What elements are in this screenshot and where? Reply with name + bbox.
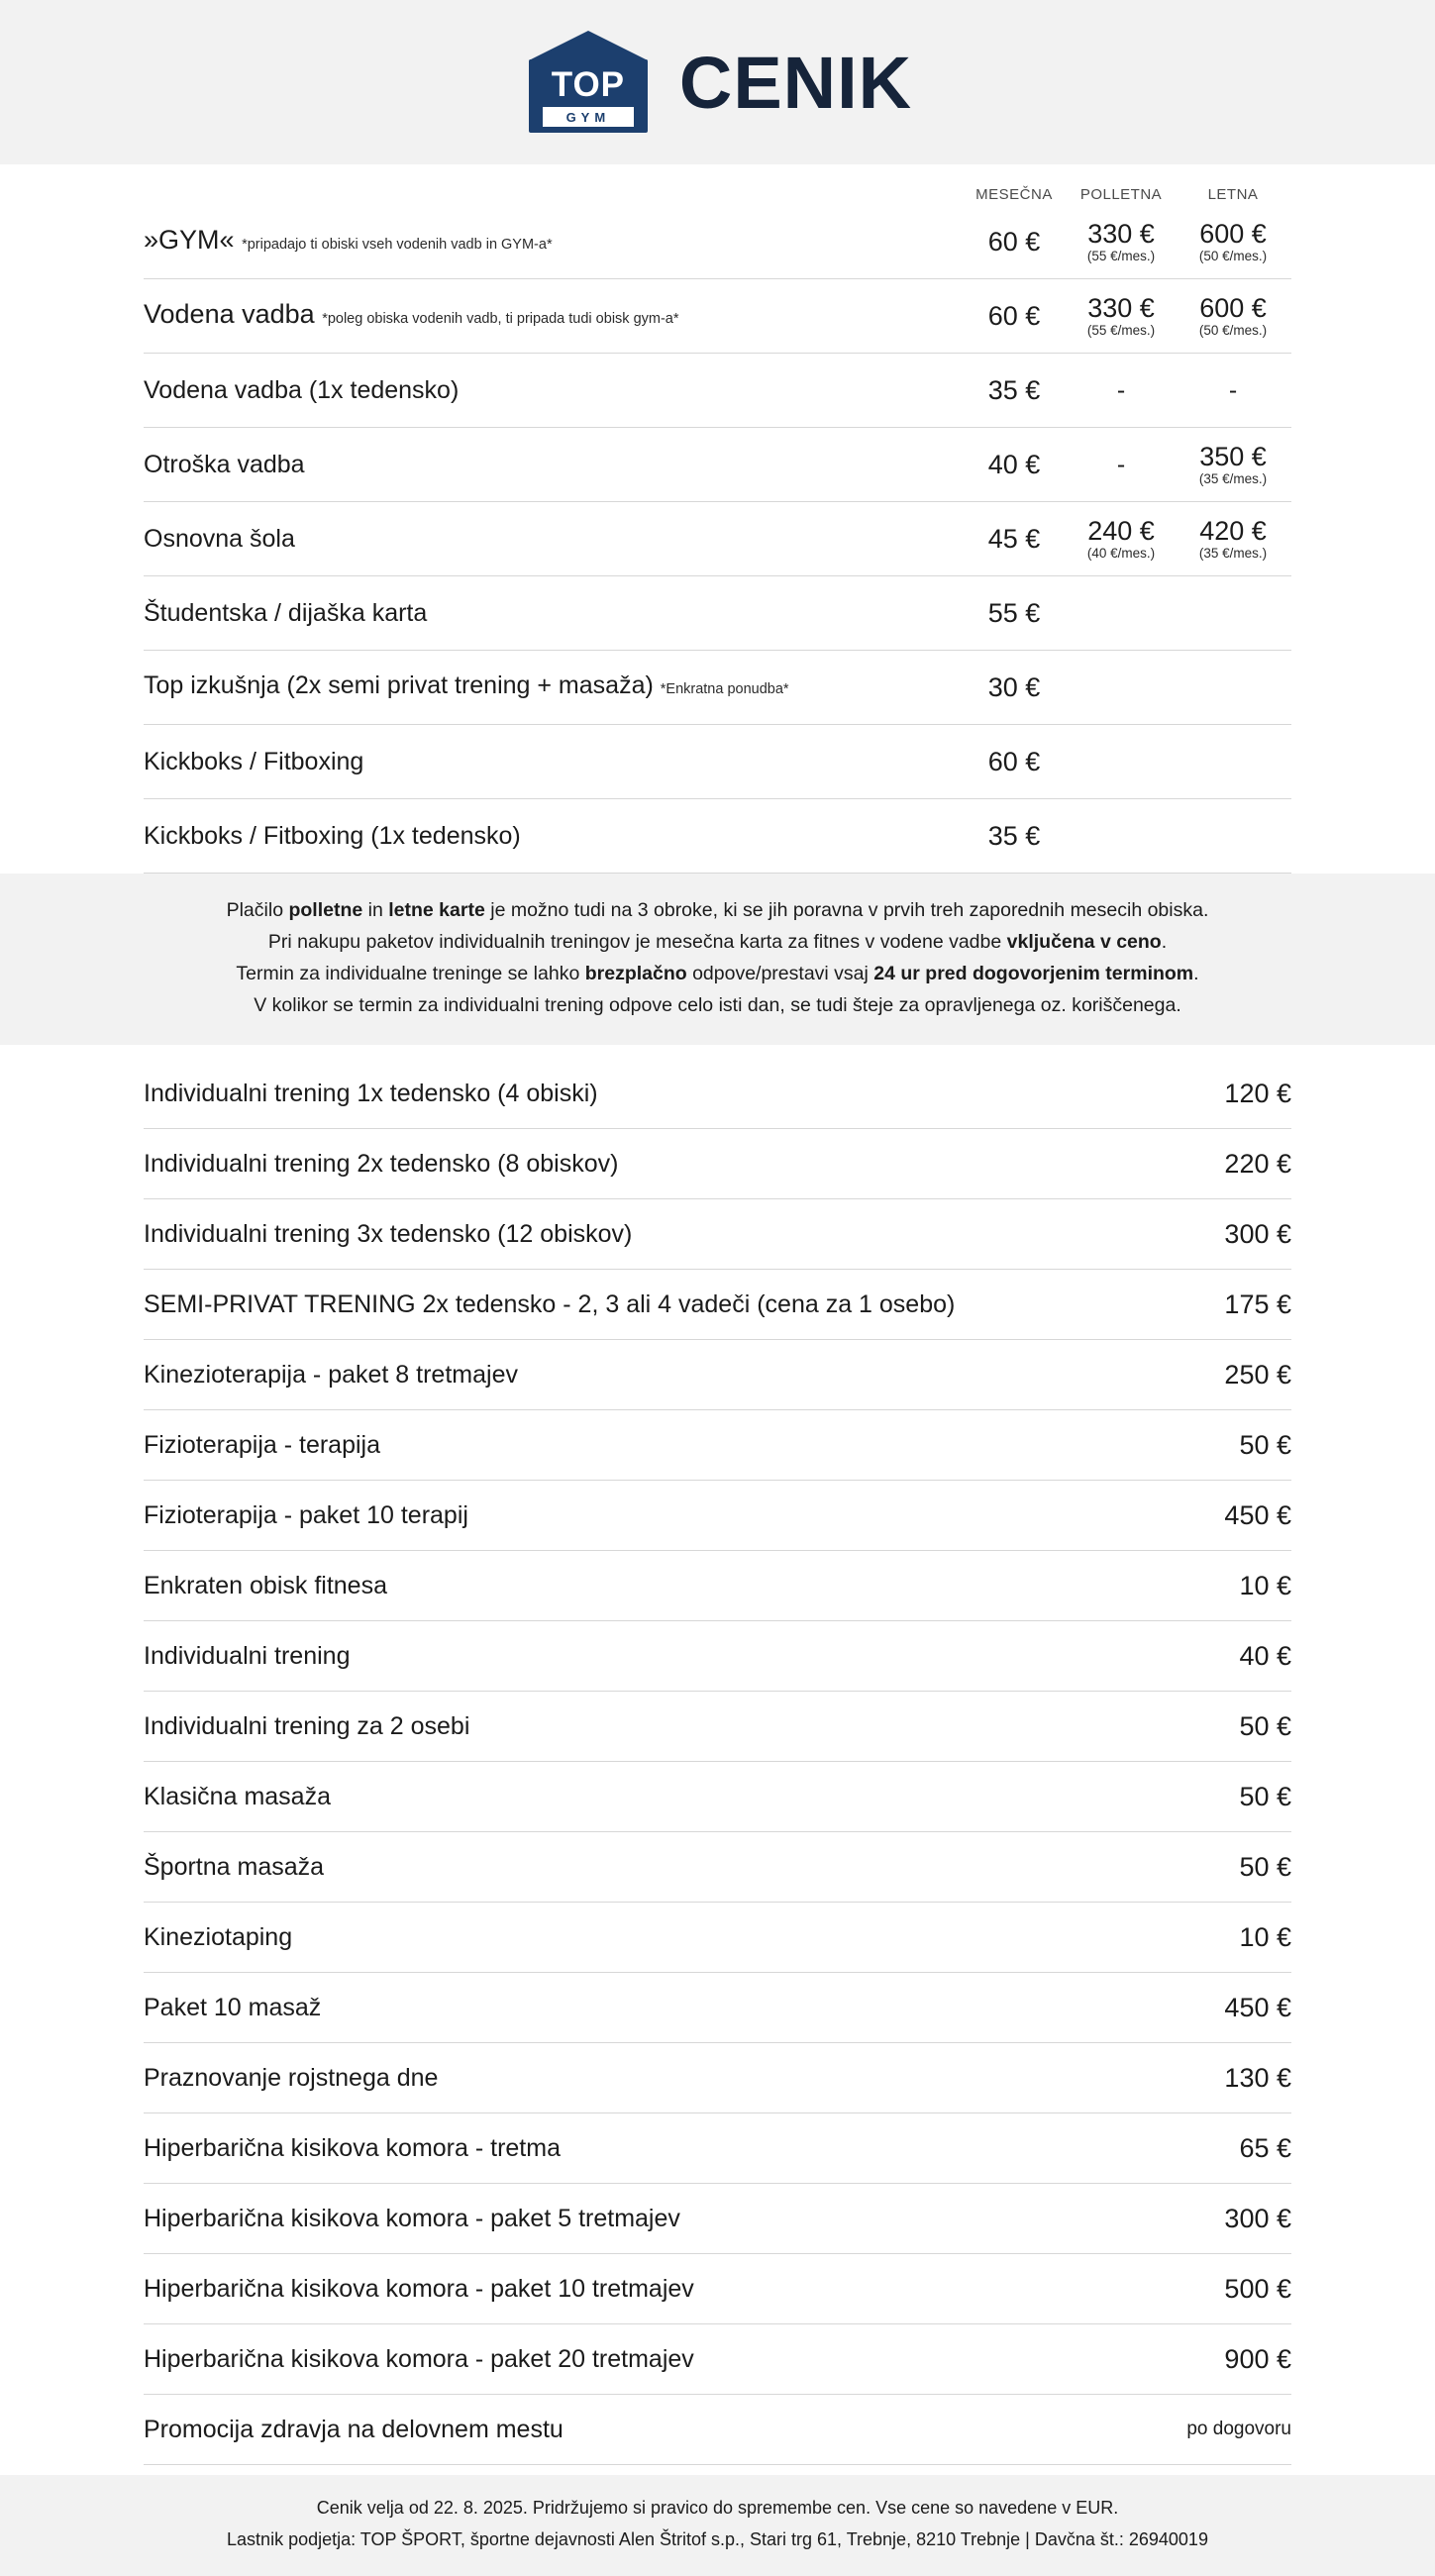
list-item xyxy=(144,1903,1291,1973)
price-monthly: 35 € xyxy=(987,820,1041,851)
list-item xyxy=(144,1481,1291,1551)
row-title: Osnovna šola xyxy=(144,525,295,553)
top-gym-logo xyxy=(523,29,654,136)
row-title: Vodena vadba (1x tedensko) xyxy=(144,376,460,404)
list-item xyxy=(144,2324,1291,2395)
service-name: Hiperbarična kisikova komora - paket 5 tretmajev xyxy=(144,2205,680,2232)
row-title: Kickboks / Fitboxing (1x tedensko) xyxy=(144,822,521,850)
list-item xyxy=(144,2395,1291,2465)
list-item xyxy=(144,2043,1291,2113)
row-label xyxy=(144,225,961,259)
row-note: *poleg obiska vodenih vadb, ti pripada tudi obisk gym-a* xyxy=(322,310,679,327)
list-item xyxy=(144,1059,1291,1129)
row-note: *Enkratna ponudba* xyxy=(660,681,789,697)
service-name: Individualni trening 2x tedensko (8 obiskov) xyxy=(144,1150,619,1178)
price-monthly: 60 € xyxy=(987,746,1041,776)
service-price: 10 € xyxy=(1239,1570,1291,1600)
note-line-3: Termin za individualne treninge se lahko brezplačno odpove/prestavi vsaj 24 ur pred dogovorjenim terminom. xyxy=(236,963,1199,984)
service-price: 120 € xyxy=(1224,1078,1291,1108)
payment-notes xyxy=(0,874,1435,1045)
list-item xyxy=(144,1762,1291,1832)
service-name: Enkraten obisk fitnesa xyxy=(144,1572,387,1599)
service-name: Kinezioterapija - paket 8 tretmajev xyxy=(144,1361,518,1389)
service-price: 220 € xyxy=(1224,1148,1291,1179)
price-monthly: 45 € xyxy=(987,523,1041,554)
service-name: Fizioterapija - terapija xyxy=(144,1431,380,1459)
row-label xyxy=(144,821,961,851)
service-price: 50 € xyxy=(1239,1429,1291,1460)
table-row xyxy=(144,428,1291,502)
service-name: Klasična masaža xyxy=(144,1783,331,1810)
column-header-year: LETNA xyxy=(1207,186,1259,203)
price-year: - xyxy=(1228,375,1238,404)
table-row xyxy=(144,651,1291,725)
service-price: 10 € xyxy=(1239,1921,1291,1952)
service-name: Individualni trening 3x tedensko (12 obiskov) xyxy=(144,1220,633,1248)
row-label xyxy=(144,747,961,776)
service-name: Hiperbarična kisikova komora - tretma xyxy=(144,2134,561,2162)
row-title: Vodena vadba xyxy=(144,298,315,329)
table-row xyxy=(144,279,1291,354)
service-name: Individualni trening xyxy=(144,1642,351,1670)
row-title: Top izkušnja (2x semi privat trening + masaža) xyxy=(144,671,654,699)
service-name: Kineziotaping xyxy=(144,1923,293,1951)
service-price: 300 € xyxy=(1224,2203,1291,2233)
service-price: 900 € xyxy=(1224,2343,1291,2374)
service-price: 450 € xyxy=(1224,1499,1291,1530)
service-price: po dogovoru xyxy=(1186,2419,1291,2439)
table-row xyxy=(144,354,1291,428)
table-row xyxy=(144,799,1291,874)
price-monthly: 60 € xyxy=(987,226,1041,257)
price-halfyear: 330 € (55 €/mes.) xyxy=(1086,292,1156,339)
list-item xyxy=(144,2113,1291,2184)
service-name: Športna masaža xyxy=(144,1853,325,1881)
list-item xyxy=(144,1199,1291,1270)
price-year: 420 € (35 €/mes.) xyxy=(1198,515,1268,562)
service-name: Hiperbarična kisikova komora - paket 20 tretmajev xyxy=(144,2345,694,2373)
row-label xyxy=(144,598,961,628)
service-price: 40 € xyxy=(1239,1640,1291,1671)
price-year: 600 € (50 €/mes.) xyxy=(1198,218,1268,264)
price-monthly: 60 € xyxy=(987,300,1041,331)
column-header-halfyear: POLLETNA xyxy=(1079,186,1163,203)
row-note: *pripadajo ti obiski vseh vodenih vadb in GYM-a* xyxy=(242,236,553,253)
service-price: 175 € xyxy=(1224,1288,1291,1319)
row-label xyxy=(144,299,961,334)
price-monthly: 35 € xyxy=(987,374,1041,405)
list-item xyxy=(144,1551,1291,1621)
memberships-column-headers xyxy=(144,164,1291,205)
service-name: Paket 10 masaž xyxy=(144,1994,322,2021)
row-label xyxy=(144,450,961,479)
list-item xyxy=(144,1832,1291,1903)
row-label xyxy=(144,524,961,554)
page-footer xyxy=(0,2475,1435,2576)
note-line-4: V kolikor se termin za individualni trening odpove celo isti dan, se tudi šteje za opravljenega oz. koriščenega. xyxy=(254,994,1181,1016)
table-row xyxy=(144,205,1291,279)
price-halfyear: 240 € (40 €/mes.) xyxy=(1086,515,1156,562)
footer-company-info: Lastnik podjetja: TOP ŠPORT, športne dejavnosti Alen Štritof s.p., Stari trg 61, Trebnje, 8210 Trebnje | Davčna št.: 26940019 xyxy=(227,2529,1208,2549)
table-row xyxy=(144,725,1291,799)
table-row xyxy=(144,576,1291,651)
service-price: 50 € xyxy=(1239,1781,1291,1811)
list-item xyxy=(144,1410,1291,1481)
service-price: 50 € xyxy=(1239,1710,1291,1741)
price-halfyear: - xyxy=(1116,450,1126,478)
service-name: SEMI-PRIVAT TRENING 2x tedensko - 2, 3 ali 4 vadeči (cena za 1 osebo) xyxy=(144,1290,956,1318)
logo-top-text: TOP xyxy=(551,65,626,104)
service-price: 300 € xyxy=(1224,1218,1291,1249)
list-item xyxy=(144,2254,1291,2324)
list-item xyxy=(144,1340,1291,1410)
price-halfyear: - xyxy=(1116,375,1126,404)
service-name: Promocija zdravja na delovnem mestu xyxy=(144,2416,564,2443)
service-price: 65 € xyxy=(1239,2132,1291,2163)
service-price: 450 € xyxy=(1224,1992,1291,2022)
note-line-2: Pri nakupu paketov individualnih treningov je mesečna karta za fitnes v vodene vadbe vključena v ceno. xyxy=(267,931,1168,953)
price-monthly: 40 € xyxy=(987,449,1041,479)
service-name: Individualni trening 1x tedensko (4 obiski) xyxy=(144,1080,598,1107)
list-item xyxy=(144,1973,1291,2043)
services-list xyxy=(0,1045,1435,2475)
service-name: Individualni trening za 2 osebi xyxy=(144,1712,470,1740)
service-price: 500 € xyxy=(1224,2273,1291,2304)
note-line-1: Plačilo polletne in letne karte je možno tudi na 3 obroke, ki se jih poravna v prvih treh zaporednih mesecih obiska. xyxy=(226,899,1209,921)
logo-bottom-text: GYM xyxy=(565,109,611,125)
logo-gym-band xyxy=(543,107,634,127)
table-row xyxy=(144,502,1291,576)
row-title: Študentska / dijaška karta xyxy=(144,599,428,627)
row-title: »GYM« xyxy=(144,224,235,255)
price-monthly: 55 € xyxy=(987,597,1041,628)
page-header xyxy=(0,0,1435,164)
price-monthly: 30 € xyxy=(987,671,1041,702)
row-label xyxy=(144,670,961,704)
service-price: 50 € xyxy=(1239,1851,1291,1882)
row-title: Otroška vadba xyxy=(144,451,305,478)
logo-roof-shape xyxy=(529,31,648,60)
page-title: CENIK xyxy=(678,41,913,124)
memberships-table xyxy=(0,164,1435,874)
list-item xyxy=(144,1692,1291,1762)
list-item xyxy=(144,1270,1291,1340)
list-item xyxy=(144,1129,1291,1199)
service-name: Hiperbarična kisikova komora - paket 10 tretmajev xyxy=(144,2275,694,2303)
service-price: 250 € xyxy=(1224,1359,1291,1390)
price-year: 350 € (35 €/mes.) xyxy=(1198,441,1268,487)
row-label xyxy=(144,375,961,405)
row-title: Kickboks / Fitboxing xyxy=(144,748,364,775)
service-name: Fizioterapija - paket 10 terapij xyxy=(144,1501,468,1529)
footer-validity: Cenik velja od 22. 8. 2025. Pridržujemo si pravico do spremembe cen. Vse cene so navedene v EUR. xyxy=(316,2498,1119,2518)
service-name: Praznovanje rojstnega dne xyxy=(144,2064,439,2092)
list-item xyxy=(144,2184,1291,2254)
service-price: 130 € xyxy=(1224,2062,1291,2093)
column-header-monthly: MESEČNA xyxy=(975,186,1053,203)
price-year: 600 € (50 €/mes.) xyxy=(1198,292,1268,339)
list-item xyxy=(144,1621,1291,1692)
price-halfyear: 330 € (55 €/mes.) xyxy=(1086,218,1156,264)
